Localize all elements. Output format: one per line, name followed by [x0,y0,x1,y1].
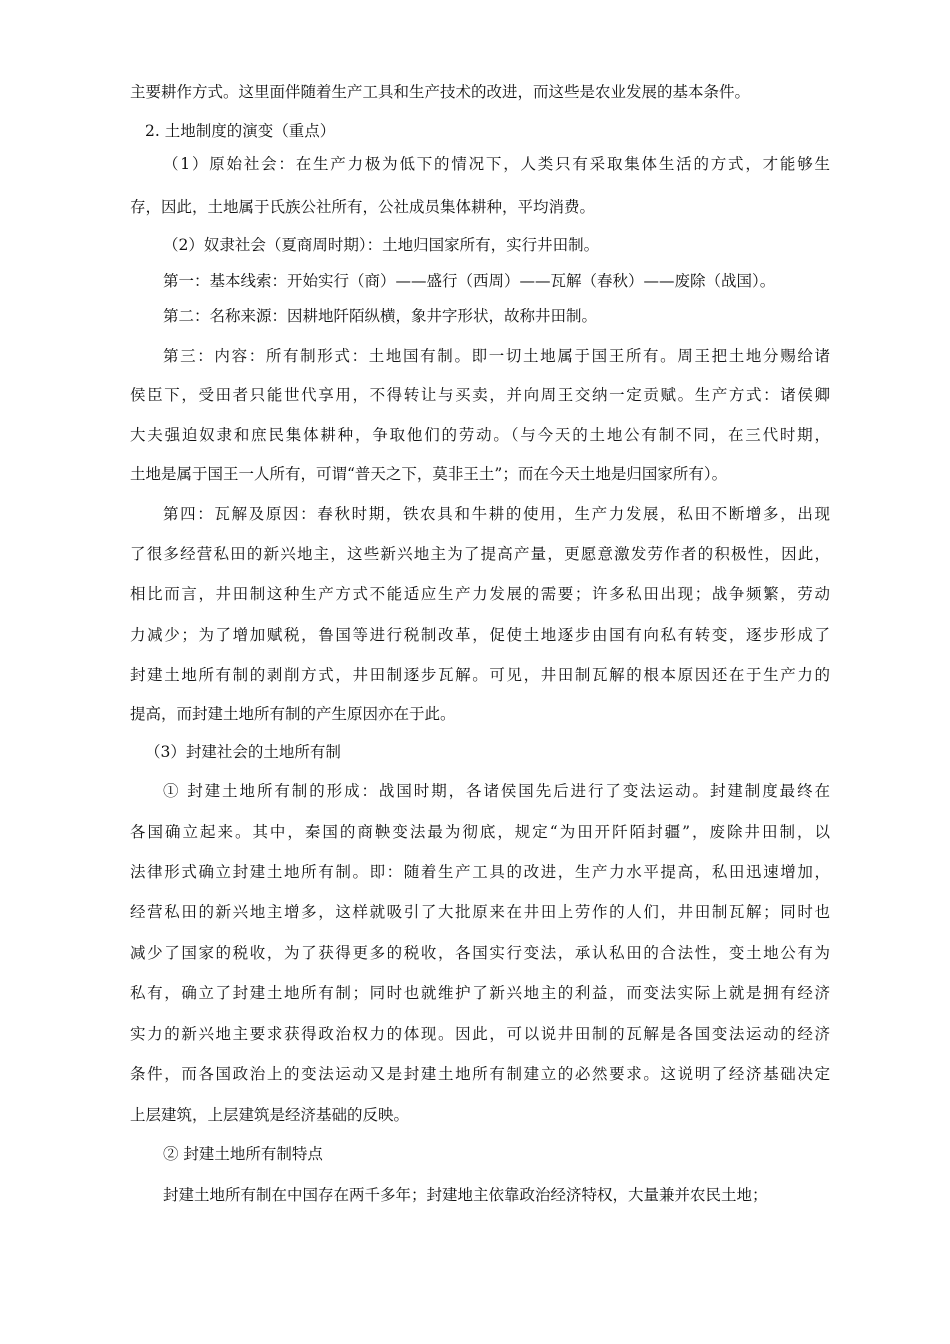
text-line: 封建土地所有制的剥削方式，井田制逐步瓦解。可见，井田制瓦解的根本原因还在于生产力的 [130,666,830,684]
text-line: 侯臣下，受田者只能世代享用，不得转让与买卖，并向周王交纳一定贡赋。生产方式：诸侯卿 [130,386,830,404]
text-line: 主要耕作方式。这里面伴随着生产工具和生产技术的改进，而这些是农业发展的基本条件。 [130,83,751,101]
text-line: 经营私田的新兴地主增多，这样就吸引了大批原来在井田上劳作的人们，井田制瓦解；同时也 [130,903,830,921]
text-line: 封建土地所有制在中国存在两千多年；封建地主依靠政治经济特权，大量兼并农民土地； [163,1186,768,1204]
text-line: 第一：基本线索：开始实行（商）——盛行（西周）——瓦解（春秋）——废除（战国）。 [163,272,776,290]
text-line: ① 封建土地所有制的形成：战国时期，各诸侯国先后进行了变法运动。封建制度最终在 [163,782,830,800]
text-line: 了很多经营私田的新兴地主，这些新兴地主为了提高产量，更愿意激发劳作者的积极性，因此， [130,545,830,563]
text-line: 第四：瓦解及原因：春秋时期，铁农具和牛耕的使用，生产力发展，私田不断增多，出现 [163,505,830,523]
text-line: 土地是属于国王一人所有，可谓“普天之下，莫非王土”；而在今天土地是归国家所有）。 [130,465,728,483]
subsection-heading: ② 封建土地所有制特点 [163,1145,323,1163]
text-line: 减少了国家的税收，为了获得更多的税收，各国实行变法，承认私田的合法性，变土地公有为 [130,944,830,962]
subsection-heading: （3）封建社会的土地所有制 [145,743,341,761]
text-line: 法律形式确立封建土地所有制。即：随着生产工具的改进，生产力水平提高，私田迅速增加， [130,863,830,881]
text-line: 各国确立起来。其中，秦国的商鞅变法最为彻底，规定“为田开阡陌封疆”，废除井田制，以 [130,823,830,841]
text-line: 提高，而封建土地所有制的产生原因亦在于此。 [130,705,456,723]
text-line: 上层建筑，上层建筑是经济基础的反映。 [130,1106,410,1124]
subsection-heading: （2）奴隶社会（夏商周时期）：土地归国家所有，实行井田制。 [163,236,600,254]
text-line: 第三：内容：所有制形式：土地国有制。即一切土地属于国王所有。周王把土地分赐给诸 [163,347,830,365]
section-heading: 2. 土地制度的演变（重点） [145,122,336,140]
text-line: （1）原始社会：在生产力极为低下的情况下，人类只有采取集体生活的方式，才能够生 [163,155,830,173]
text-line: 实力的新兴地主要求获得政治权力的体现。因此，可以说井田制的瓦解是各国变法运动的经济 [130,1025,830,1043]
text-line: 力减少；为了增加赋税，鲁国等进行税制改革，促使土地逐步由国有向私有转变，逐步形成了 [130,626,830,644]
text-line: 大夫强迫奴隶和庶民集体耕种，争取他们的劳动。（与今天的土地公有制不同，在三代时期， [130,426,830,444]
text-line: 相比而言，井田制这种生产方式不能适应生产力发展的需要；许多私田出现；战争频繁，劳动 [130,585,830,603]
text-line: 条件，而各国政治上的变法运动又是封建土地所有制建立的必然要求。这说明了经济基础决定 [130,1065,830,1083]
text-line: 第二：名称来源：因耕地阡陌纵横，象井字形状，故称井田制。 [163,307,598,325]
text-line: 存，因此，土地属于氏族公社所有，公社成员集体耕种，平均消费。 [130,198,596,216]
text-line: 私有，确立了封建土地所有制；同时也就维护了新兴地主的利益，而变法实际上就是拥有经济 [130,984,830,1002]
